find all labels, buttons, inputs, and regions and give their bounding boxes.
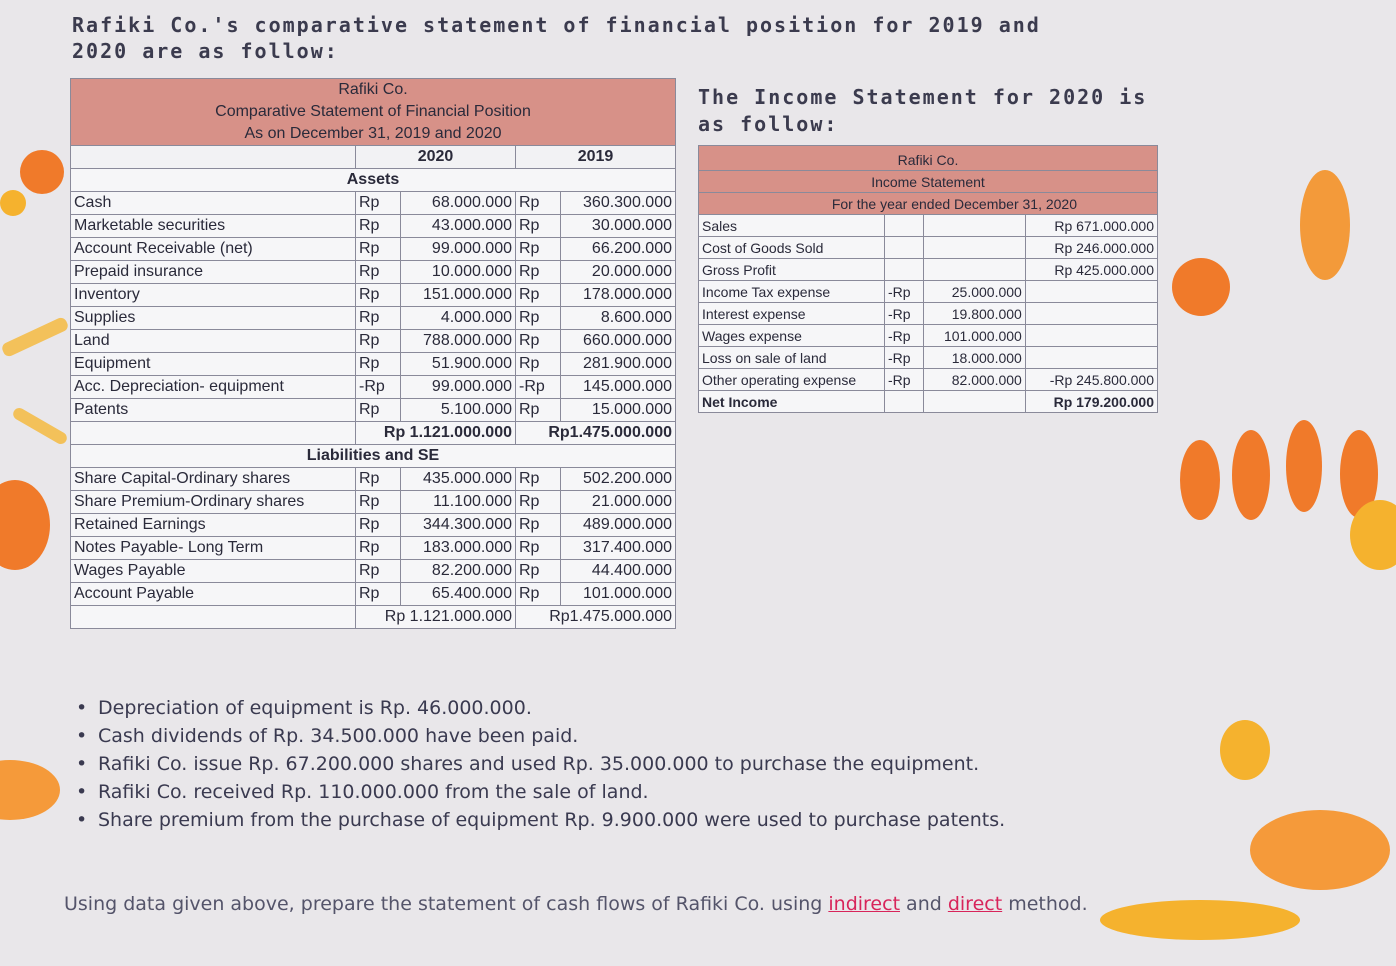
amount-2020: 99.000.000 (401, 238, 516, 261)
row-label: Account Payable (71, 583, 356, 606)
amount-2020: 99.000.000 (401, 376, 516, 399)
amount-2020: 183.000.000 (401, 537, 516, 560)
amount-2019: 360.300.000 (561, 192, 676, 215)
currency-2019: Rp (516, 468, 561, 491)
table-row (71, 284, 676, 307)
income-amount: 18.000.000 (923, 347, 1025, 369)
amount-2019: 8.600.000 (561, 307, 676, 330)
table-row (699, 325, 1158, 347)
amount-2019: 317.400.000 (561, 537, 676, 560)
currency-2020: -Rp (356, 376, 401, 399)
income-statement-table (698, 145, 1158, 413)
income-currency: -Rp (884, 369, 923, 391)
list-item: • Rafiki Co. received Rp. 110.000.000 from the sale of land. (74, 778, 1134, 806)
amount-2019: 281.900.000 (561, 353, 676, 376)
row-label: Equipment (71, 353, 356, 376)
income-currency (884, 391, 923, 413)
currency-2019: Rp (516, 284, 561, 307)
currency-2020: Rp (356, 238, 401, 261)
income-amount: 101.000.000 (923, 325, 1025, 347)
income-amount (923, 391, 1025, 413)
currency-2019: Rp (516, 560, 561, 583)
row-label: Wages Payable (71, 560, 356, 583)
currency-2019: Rp (516, 583, 561, 606)
col-2019-header: 2019 (516, 146, 676, 169)
instruction-text (64, 890, 1124, 918)
sfp-company: Rafiki Co. (71, 79, 676, 102)
amount-2020: 68.000.000 (401, 192, 516, 215)
currency-2020: Rp (356, 307, 401, 330)
amount-2019: 145.000.000 (561, 376, 676, 399)
row-label: Notes Payable- Long Term (71, 537, 356, 560)
income-total (1025, 347, 1157, 369)
instruction-before: Using data given above, prepare the statement of cash flows of Rafiki Co. using (64, 893, 829, 915)
income-amount (923, 237, 1025, 259)
amount-2020: 344.300.000 (401, 514, 516, 537)
table-row (71, 468, 676, 491)
table-row (699, 281, 1158, 303)
currency-2020: Rp (356, 330, 401, 353)
amount-2020: 435.000.000 (401, 468, 516, 491)
income-currency (884, 259, 923, 281)
currency-2019: Rp (516, 261, 561, 284)
amount-2019: 660.000.000 (561, 330, 676, 353)
income-label: Wages expense (699, 325, 885, 347)
income-currency: -Rp (884, 325, 923, 347)
liab-total-label (71, 606, 356, 629)
income-total: Rp 425.000.000 (1025, 259, 1157, 281)
table-row (71, 399, 676, 422)
table-row (699, 215, 1158, 237)
income-label: Gross Profit (699, 259, 885, 281)
amount-2019: 178.000.000 (561, 284, 676, 307)
assets-total-label (71, 422, 356, 445)
table-row (71, 307, 676, 330)
income-period: For the year ended December 31, 2020 (699, 193, 1158, 215)
amount-2020: 51.900.000 (401, 353, 516, 376)
amount-2020: 82.200.000 (401, 560, 516, 583)
currency-2020: Rp (356, 353, 401, 376)
amount-2019: 66.200.000 (561, 238, 676, 261)
income-amount: 19.800.000 (923, 303, 1025, 325)
row-label: Supplies (71, 307, 356, 330)
income-label: Income Tax expense (699, 281, 885, 303)
income-total (1025, 303, 1157, 325)
income-total: -Rp 245.800.000 (1025, 369, 1157, 391)
income-amount: 82.000.000 (923, 369, 1025, 391)
income-currency: -Rp (884, 347, 923, 369)
amount-2020: 151.000.000 (401, 284, 516, 307)
table-row (71, 330, 676, 353)
currency-2019: Rp (516, 399, 561, 422)
amount-2020: 5.100.000 (401, 399, 516, 422)
amount-2019: 15.000.000 (561, 399, 676, 422)
table-row (71, 215, 676, 238)
row-label: Inventory (71, 284, 356, 307)
amount-2019: 30.000.000 (561, 215, 676, 238)
assets-total-2019: Rp1.475.000.000 (516, 422, 676, 445)
currency-2020: Rp (356, 261, 401, 284)
list-item: • Rafiki Co. issue Rp. 67.200.000 shares and used Rp. 35.000.000 to purchase the equipment. (74, 750, 1134, 778)
income-total: Rp 671.000.000 (1025, 215, 1157, 237)
amount-2019: 44.400.000 (561, 560, 676, 583)
income-rows (699, 215, 1158, 413)
row-label: Cash (71, 192, 356, 215)
table-row (699, 369, 1158, 391)
income-label: Cost of Goods Sold (699, 237, 885, 259)
list-item: • Depreciation of equipment is Rp. 46.000.000. (74, 694, 1134, 722)
notes-list (74, 694, 1134, 834)
income-amount (923, 215, 1025, 237)
currency-2020: Rp (356, 284, 401, 307)
table-row (71, 491, 676, 514)
row-label: Land (71, 330, 356, 353)
income-company: Rafiki Co. (699, 146, 1158, 171)
amount-2019: 101.000.000 (561, 583, 676, 606)
table-row (71, 537, 676, 560)
sfp-blank-head (71, 146, 356, 169)
amount-2020: 788.000.000 (401, 330, 516, 353)
table-row (699, 303, 1158, 325)
table-row (71, 353, 676, 376)
currency-2020: Rp (356, 399, 401, 422)
assets-rows (71, 192, 676, 422)
income-total (1025, 325, 1157, 347)
income-label: Loss on sale of land (699, 347, 885, 369)
income-label: Interest expense (699, 303, 885, 325)
row-label: Share Capital-Ordinary shares (71, 468, 356, 491)
currency-2020: Rp (356, 583, 401, 606)
row-label: Marketable securities (71, 215, 356, 238)
row-label: Prepaid insurance (71, 261, 356, 284)
currency-2019: Rp (516, 491, 561, 514)
income-label: Sales (699, 215, 885, 237)
amount-2020: 10.000.000 (401, 261, 516, 284)
indirect-link: indirect (828, 893, 901, 915)
assets-total-2020: Rp 1.121.000.000 (356, 422, 516, 445)
income-total: Rp 246.000.000 (1025, 237, 1157, 259)
instruction-and: and (900, 893, 948, 915)
table-row (71, 261, 676, 284)
col-2020-header: 2020 (356, 146, 516, 169)
amount-2020: 11.100.000 (401, 491, 516, 514)
currency-2020: Rp (356, 468, 401, 491)
liabilities-section-label: Liabilities and SE (71, 445, 676, 468)
liabilities-rows (71, 468, 676, 606)
sfp-date: As on December 31, 2019 and 2020 (71, 123, 676, 146)
currency-2019: Rp (516, 537, 561, 560)
currency-2019: Rp (516, 514, 561, 537)
income-heading: The Income Statement for 2020 is as follow: (698, 85, 1148, 136)
amount-2020: 43.000.000 (401, 215, 516, 238)
amount-2019: 21.000.000 (561, 491, 676, 514)
income-currency (884, 215, 923, 237)
table-row (699, 237, 1158, 259)
currency-2020: Rp (356, 514, 401, 537)
currency-2020: Rp (356, 192, 401, 215)
income-label: Other operating expense (699, 369, 885, 391)
income-total: Rp 179.200.000 (1025, 391, 1157, 413)
direct-link: direct (947, 893, 1003, 915)
assets-section-label: Assets (71, 169, 676, 192)
table-row (699, 259, 1158, 281)
currency-2020: Rp (356, 537, 401, 560)
amount-2020: 4.000.000 (401, 307, 516, 330)
currency-2019: Rp (516, 353, 561, 376)
table-row (71, 238, 676, 261)
income-total (1025, 281, 1157, 303)
table-row (71, 560, 676, 583)
currency-2020: Rp (356, 491, 401, 514)
table-row (699, 347, 1158, 369)
income-currency: -Rp (884, 281, 923, 303)
amount-2019: 20.000.000 (561, 261, 676, 284)
currency-2019: Rp (516, 215, 561, 238)
row-label: Patents (71, 399, 356, 422)
income-label: Net Income (699, 391, 885, 413)
amount-2020: 65.400.000 (401, 583, 516, 606)
income-currency: -Rp (884, 303, 923, 325)
table-row (71, 192, 676, 215)
row-label: Acc. Depreciation- equipment (71, 376, 356, 399)
row-label: Retained Earnings (71, 514, 356, 537)
currency-2019: Rp (516, 330, 561, 353)
income-currency (884, 237, 923, 259)
row-label: Share Premium-Ordinary shares (71, 491, 356, 514)
table-row (71, 376, 676, 399)
amount-2019: 489.000.000 (561, 514, 676, 537)
amount-2019: 502.200.000 (561, 468, 676, 491)
currency-2019: Rp (516, 307, 561, 330)
income-amount: 25.000.000 (923, 281, 1025, 303)
row-label: Account Receivable (net) (71, 238, 356, 261)
currency-2019: Rp (516, 238, 561, 261)
financial-position-table (70, 78, 676, 629)
income-amount (923, 259, 1025, 281)
income-title: Income Statement (699, 171, 1158, 193)
currency-2020: Rp (356, 215, 401, 238)
table-row (699, 391, 1158, 413)
currency-2020: Rp (356, 560, 401, 583)
currency-2019: Rp (516, 192, 561, 215)
liab-total-2020: Rp 1.121.000.000 (356, 606, 516, 629)
sfp-title: Comparative Statement of Financial Position (71, 101, 676, 123)
page-heading: Rafiki Co.'s comparative statement of financial position for 2019 and 2020 are as follow: (72, 13, 1041, 63)
list-item: • Share premium from the purchase of equipment Rp. 9.900.000 were used to purchase patents. (74, 806, 1134, 834)
list-item: • Cash dividends of Rp. 34.500.000 have been paid. (74, 722, 1134, 750)
instruction-after: method. (1002, 893, 1088, 915)
table-row (71, 514, 676, 537)
table-row (71, 583, 676, 606)
currency-2019: -Rp (516, 376, 561, 399)
liab-total-2019: Rp1.475.000.000 (516, 606, 676, 629)
